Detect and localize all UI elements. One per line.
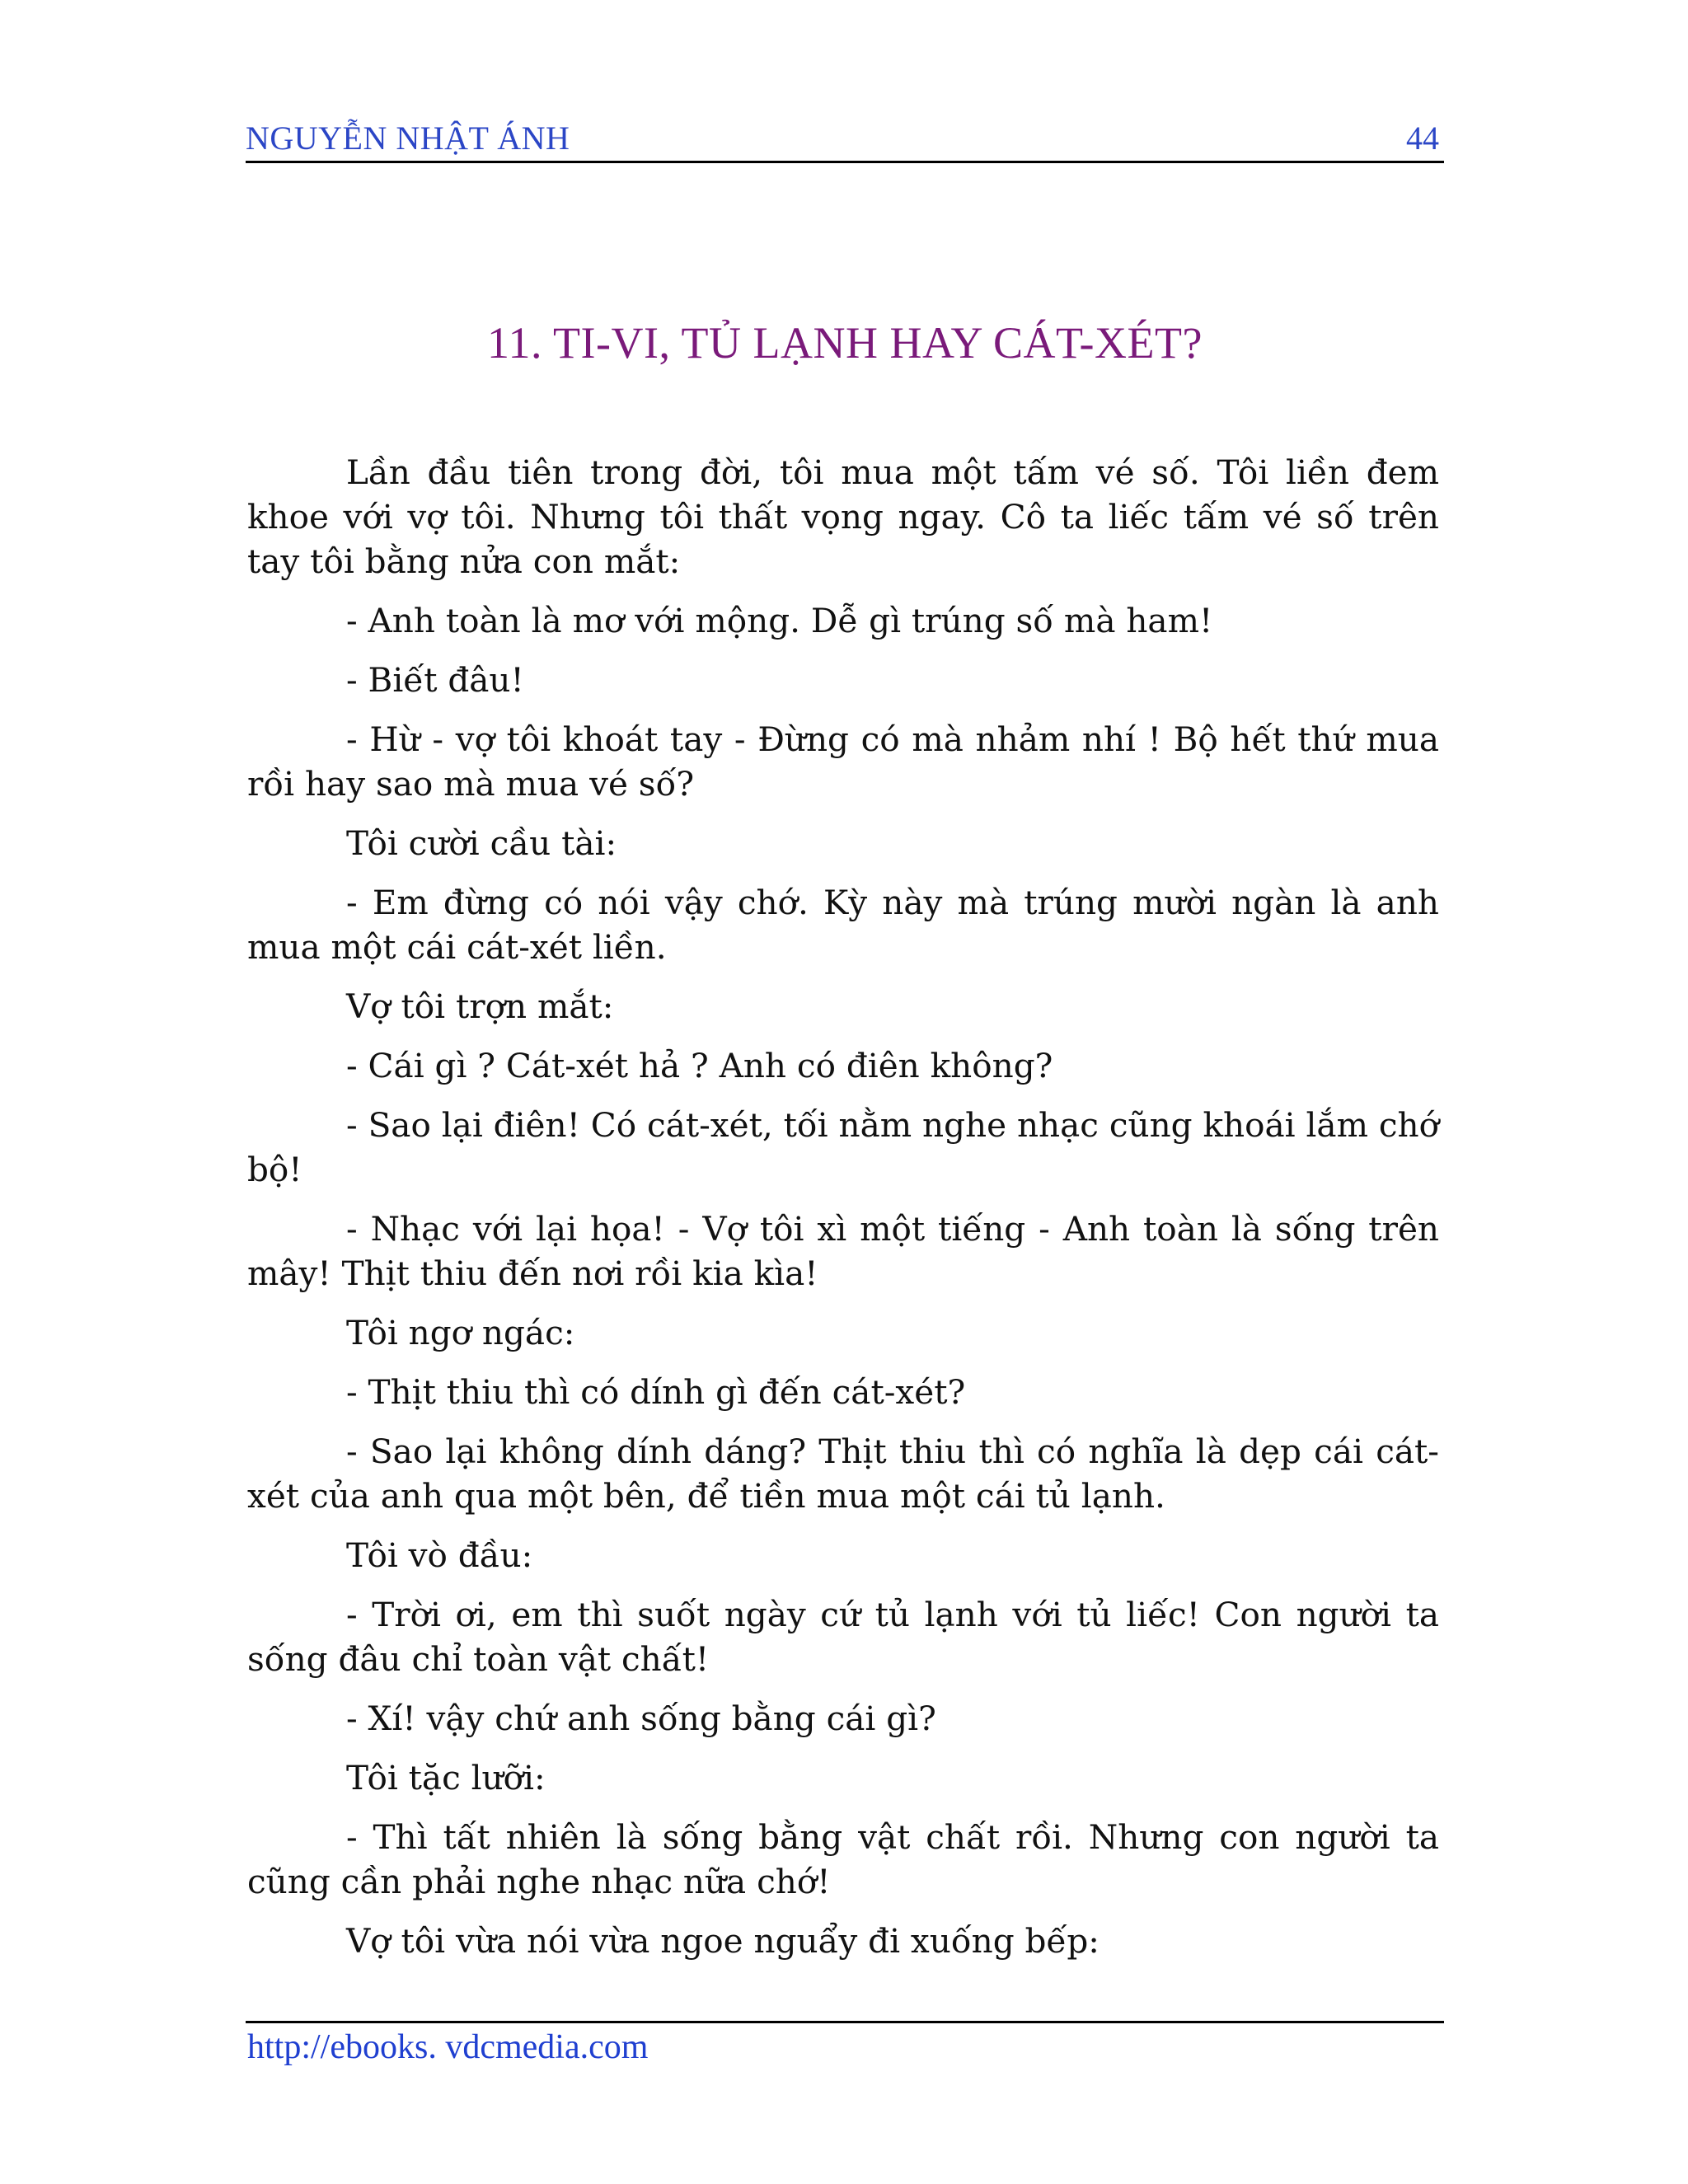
chapter-title: 11. TI-VI, TỦ LẠNH HAY CÁT-XÉT? [487,318,1203,368]
paragraph: - Sao lại điên! Có cát-xét, tối nằm nghe nhạc cũng khoái lắm chớ bộ! [247,1105,1439,1189]
footer-rule [246,2021,1444,2023]
paragraph: Vợ tôi vừa nói vừa ngoe nguẩy đi xuống bếp: [346,1921,1100,1961]
paragraph: - Thì tất nhiên là sống bằng vật chất rồi. Nhưng con người ta cũng cần phải nghe nhạc nữa chớ! [247,1817,1439,1901]
paragraph: - Biết đâu! [346,660,524,700]
paragraph: Vợ tôi trợn mắt: [346,987,614,1026]
page-number: 44 [1406,120,1439,157]
paragraph: - Cái gì ? Cát-xét hả ? Anh có điên không? [346,1046,1053,1085]
header-rule [246,161,1444,163]
paragraph: Tôi ngơ ngác: [346,1313,575,1352]
paragraph: - Hừ - vợ tôi khoát tay - Đừng có mà nhảm nhí ! Bộ hết thứ mua rồi hay sao mà mua vé số? [247,719,1439,804]
header-author: NGUYỄN NHẬT ÁNH [246,120,570,157]
body-text [247,450,1439,1978]
footer-link[interactable]: http://ebooks. vdcmedia.com [247,2028,649,2066]
paragraph: - Nhạc với lại họa! - Vợ tôi xì một tiếng - Anh toàn là sống trên mây! Thịt thiu đến nơi rồi kia kìa! [247,1209,1439,1293]
running-header [246,119,1444,158]
paragraph: Tôi cười cầu tài: [346,823,617,863]
paragraph: Tôi tặc lưỡi: [346,1758,546,1797]
paragraph: Tôi vò đầu: [346,1535,533,1575]
paragraph: - Sao lại không dính dáng? Thịt thiu thì có nghĩa là dẹp cái cát-xét của anh qua một bên, để tiền mua một cái tủ lạnh. [247,1432,1439,1516]
paragraph: - Em đừng có nói vậy chớ. Kỳ này mà trúng mười ngàn là anh mua một cái cát-xét liền. [247,883,1439,967]
paragraph: Lần đầu tiên trong đời, tôi mua một tấm vé số. Tôi liền đem khoe với vợ tôi. Nhưng tôi thất vọng ngay. Cô ta liếc tấm vé số trên tay tôi bằng nửa con mắt: [247,452,1439,581]
paragraph: - Xí! vậy chứ anh sống bằng cái gì? [346,1699,936,1738]
paragraph: - Thịt thiu thì có dính gì đến cát-xét? [346,1372,966,1412]
paragraph: - Trời ơi, em thì suốt ngày cứ tủ lạnh với tủ liếc! Con người ta sống đâu chỉ toàn vật chất! [247,1595,1439,1679]
paragraph: - Anh toàn là mơ với mộng. Dễ gì trúng số mà ham! [346,601,1213,640]
